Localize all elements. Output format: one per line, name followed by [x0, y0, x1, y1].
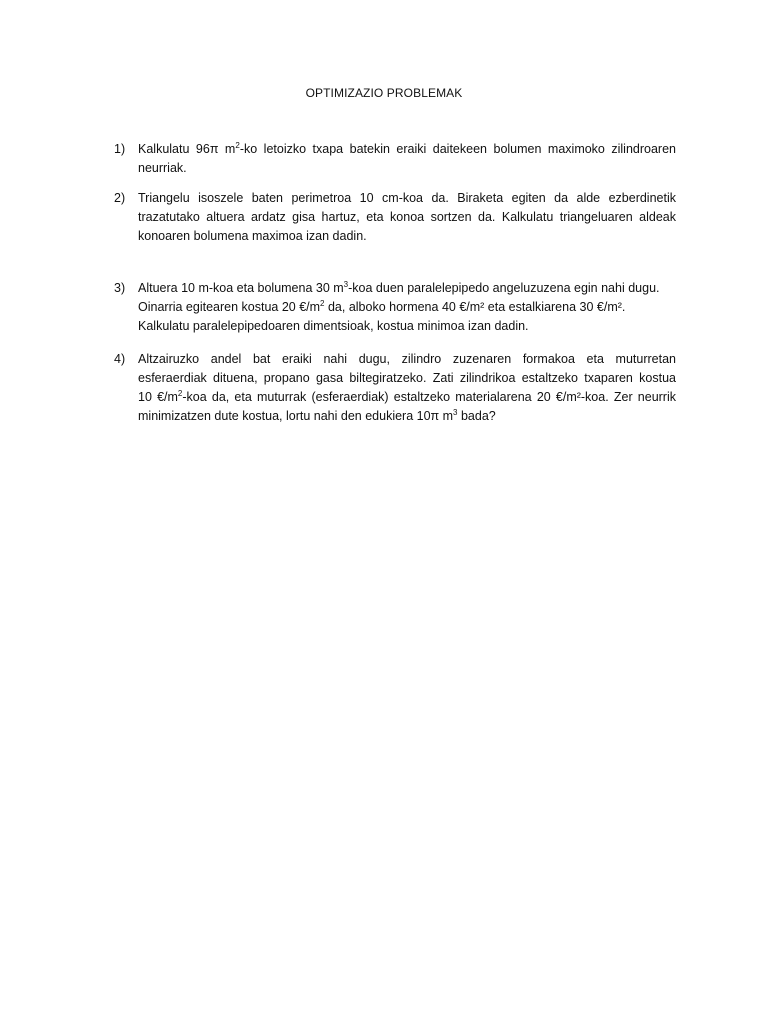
- problem-line: [138, 369, 676, 388]
- problem-line: [138, 407, 676, 426]
- line-text: Altzairuzko andel bat eraiki nahi dugu, zilindro zuzenaren formakoa eta muturretan: [138, 352, 676, 366]
- problem-line: [138, 159, 676, 178]
- line-text: Triangelu isoszele baten perimetroa 10 cm-koa da. Biraketa egiten da alde ezberdinetik: [138, 191, 676, 205]
- superscript: 3: [343, 280, 349, 289]
- line-text: bada?: [457, 409, 496, 423]
- line-text: konoaren bolumena maximoa izan dadin.: [138, 229, 367, 243]
- line-text: trazatutako altuera ardatz gisa hartuz, eta konoa sortzen da. Kalkulatu triangeluaren aldeak: [138, 210, 676, 224]
- line-text: Altuera 10 m-koa eta bolumena 30 m: [138, 281, 344, 295]
- problem-line: [138, 298, 676, 317]
- problem-text: [138, 350, 676, 426]
- problem-line: [138, 140, 676, 159]
- problem-line: [138, 279, 676, 298]
- problem-line: [138, 208, 676, 227]
- problem-line: [138, 388, 676, 407]
- line-text: Kalkulatu paralelepipedoaren dimentsioak, kostua minimoa izan dadin.: [138, 319, 529, 333]
- problem-line: [138, 189, 676, 208]
- superscript: 3: [453, 408, 458, 417]
- problem-line: [138, 350, 676, 369]
- problem-number: 4): [114, 352, 126, 366]
- superscript: 2: [235, 141, 240, 150]
- problem-text: [138, 279, 676, 336]
- problem-text: [138, 189, 676, 246]
- line-text: Kalkulatu 96π m: [138, 142, 236, 156]
- problem-number: 3): [114, 281, 126, 295]
- line-text: -koa duen paralelepipedo angeluzuzena egin nahi dugu.: [348, 281, 660, 295]
- line-text: minimizatzen dute kostua, lortu nahi den edukiera 10π m: [138, 409, 454, 423]
- document-title: OPTIMIZAZIO PROBLEMAK: [305, 86, 463, 100]
- line-text: Oinarria egitearen kostua 20 €/m: [138, 300, 321, 314]
- problem-text: [138, 140, 676, 178]
- superscript: 2: [177, 389, 183, 398]
- line-text: -ko letoizko txapa batekin eraiki daitekeen bolumen maximoko zilindroaren: [239, 142, 676, 156]
- line-text: da, alboko hormena 40 €/m² eta estalkiarena 30 €/m².: [324, 300, 626, 314]
- line-text: neurriak.: [138, 161, 187, 175]
- line-text: -koa da, eta muturrak (esferaerdiak) estaltzeko materialarena 20 €/m²-koa. Zer neurrik: [182, 390, 676, 404]
- problem-number: 2): [114, 191, 126, 205]
- problem-number: 1): [114, 142, 126, 156]
- line-text: 10 €/m: [138, 390, 178, 404]
- problem-line: [138, 227, 676, 246]
- superscript: 2: [320, 299, 325, 308]
- problem-line: [138, 317, 676, 336]
- line-text: esferaerdiak dituena, propano gasa biltegiratzeko. Zati zilindrikoa estaltzeko txaparen kostua: [138, 371, 676, 385]
